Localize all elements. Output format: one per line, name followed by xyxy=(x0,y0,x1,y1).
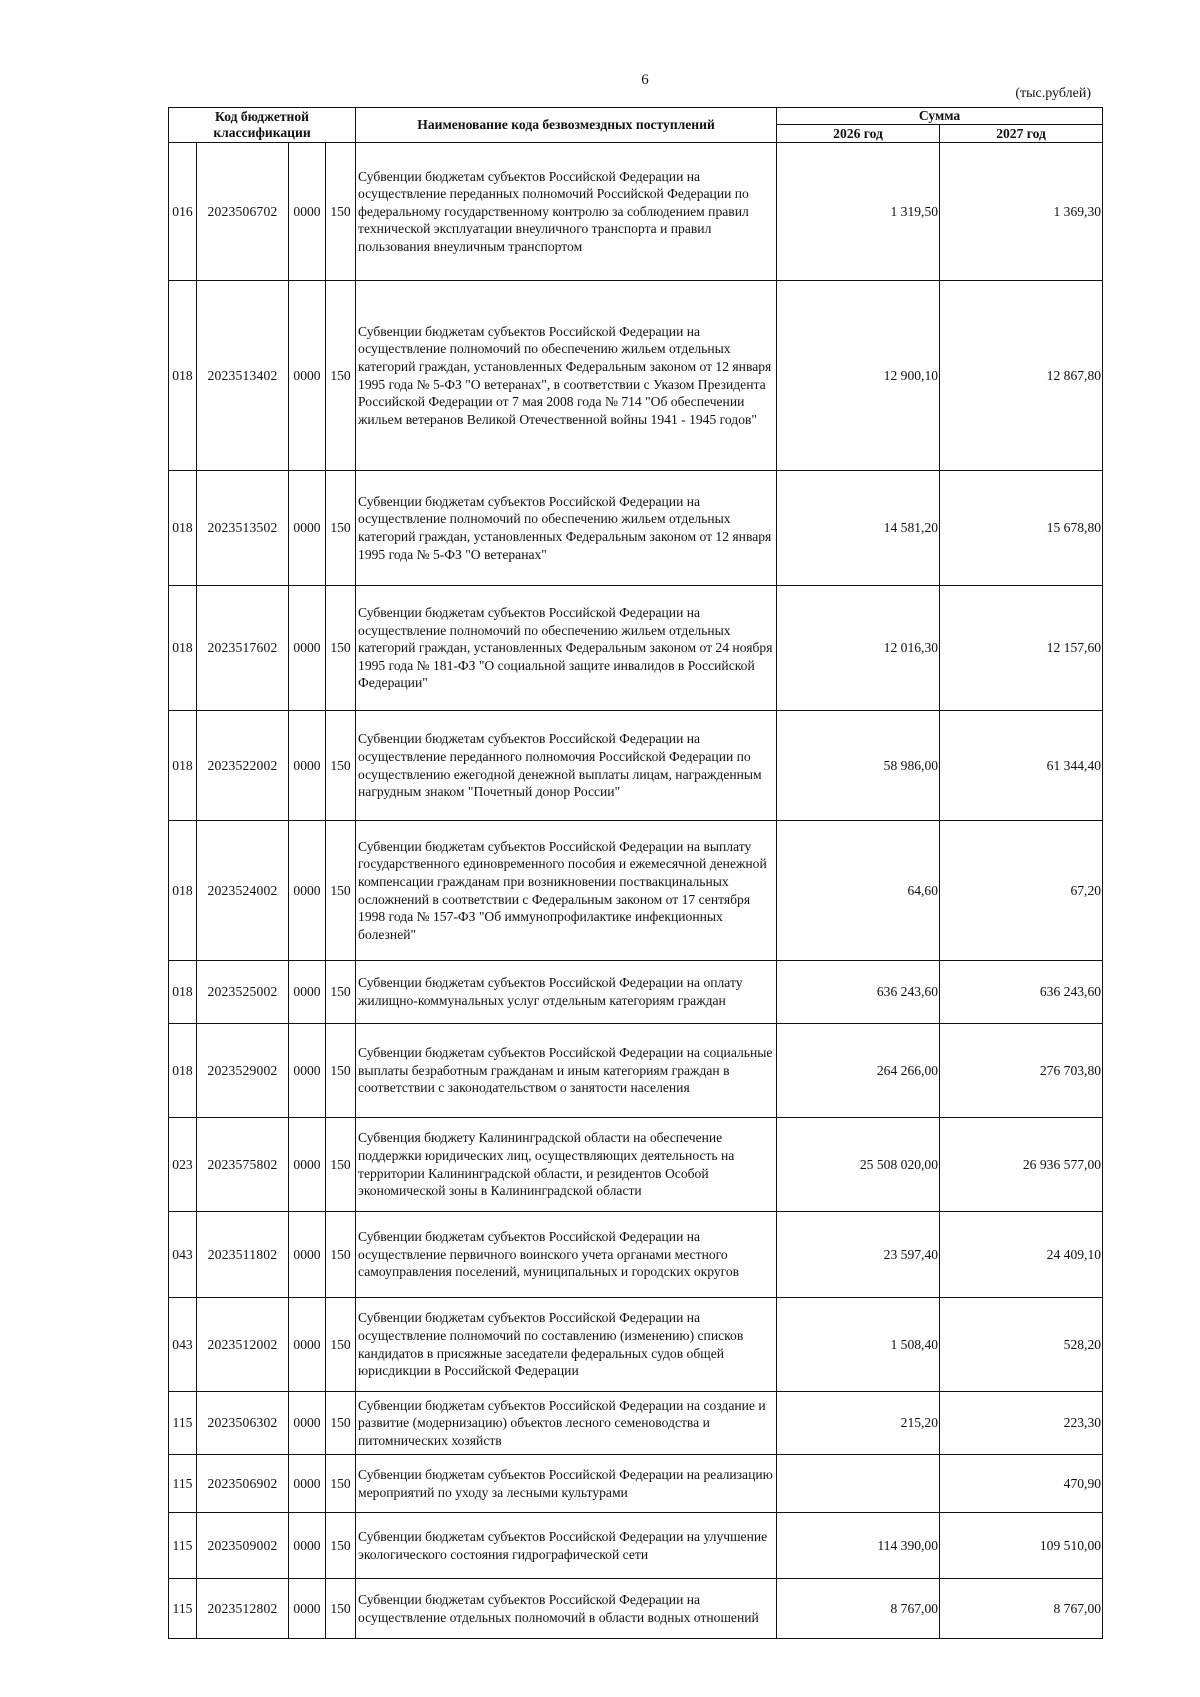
table-row xyxy=(169,1579,1103,1639)
sub-code-cell: 0000 xyxy=(289,281,326,471)
type-code-cell: 150 xyxy=(326,961,356,1024)
sub-code-cell: 0000 xyxy=(289,1298,326,1392)
budget-code-cell: 2023506702 xyxy=(197,143,289,281)
type-code-cell: 150 xyxy=(326,1455,356,1513)
table-row xyxy=(169,711,1103,821)
sum-2026-cell: 636 243,60 xyxy=(777,961,940,1024)
sum-2027-cell: 223,30 xyxy=(940,1392,1103,1455)
sum-2026-cell: 8 767,00 xyxy=(777,1579,940,1639)
table-row xyxy=(169,1392,1103,1455)
sub-code-cell: 0000 xyxy=(289,1513,326,1579)
name-cell: Субвенции бюджетам субъектов Российской Федерации на осуществление полномочий по составлению (изменению) списков кандидатов в присяжные заседатели федеральных судов общей юрисдикции в Российской Федерации xyxy=(356,1298,777,1392)
name-cell: Субвенции бюджетам субъектов Российской Федерации на осуществление полномочий по обеспечению жильем отдельных категорий граждан, установленных Федеральным законом от 24 ноября 1995 года № 181-ФЗ "О социальной защите инвалидов в Российской Федерации" xyxy=(356,586,777,711)
sum-2026-cell: 25 508 020,00 xyxy=(777,1118,940,1212)
type-code-cell: 150 xyxy=(326,1118,356,1212)
type-code-cell: 150 xyxy=(326,143,356,281)
sum-2027-cell: 12 157,60 xyxy=(940,586,1103,711)
sub-code-cell: 0000 xyxy=(289,143,326,281)
sub-code-cell: 0000 xyxy=(289,1118,326,1212)
name-cell: Субвенции бюджетам субъектов Российской Федерации на социальные выплаты безработным гражданам и иным категориям граждан в соответствии с законодательством о занятости населения xyxy=(356,1024,777,1118)
admin-code-cell: 018 xyxy=(169,586,197,711)
type-code-cell: 150 xyxy=(326,1212,356,1298)
budget-code-cell: 2023529002 xyxy=(197,1024,289,1118)
admin-code-cell: 018 xyxy=(169,961,197,1024)
budget-code-cell: 2023575802 xyxy=(197,1118,289,1212)
name-cell: Субвенция бюджету Калининградской области на обеспечение поддержки юридических лиц, осуществляющих деятельность на территории Калининградской области, и резидентов Особой экономической зоны в Калининградской области xyxy=(356,1118,777,1212)
year-2027-header: 2027 год xyxy=(940,125,1103,143)
budget-code-cell: 2023512002 xyxy=(197,1298,289,1392)
sum-2027-cell: 24 409,10 xyxy=(940,1212,1103,1298)
name-cell: Субвенции бюджетам субъектов Российской Федерации на осуществление отдельных полномочий в области водных отношений xyxy=(356,1579,777,1639)
type-code-cell: 150 xyxy=(326,1392,356,1455)
sum-2026-cell: 114 390,00 xyxy=(777,1513,940,1579)
name-cell: Субвенции бюджетам субъектов Российской Федерации на реализацию мероприятий по уходу за лесными культурами xyxy=(356,1455,777,1513)
type-code-cell: 150 xyxy=(326,586,356,711)
sum-2026-cell: 12 900,10 xyxy=(777,281,940,471)
sub-code-cell: 0000 xyxy=(289,1579,326,1639)
budget-code-cell: 2023511802 xyxy=(197,1212,289,1298)
admin-code-cell: 018 xyxy=(169,711,197,821)
table-row xyxy=(169,1024,1103,1118)
budget-code-cell: 2023506302 xyxy=(197,1392,289,1455)
sum-2027-cell: 470,90 xyxy=(940,1455,1103,1513)
sub-code-cell: 0000 xyxy=(289,1392,326,1455)
budget-code-cell: 2023513402 xyxy=(197,281,289,471)
sum-2027-cell: 26 936 577,00 xyxy=(940,1118,1103,1212)
budget-code-cell: 2023509002 xyxy=(197,1513,289,1579)
sub-code-cell: 0000 xyxy=(289,1024,326,1118)
type-code-cell: 150 xyxy=(326,281,356,471)
units-label: (тыс.рублей) xyxy=(1015,86,1091,101)
sum-2026-cell: 264 266,00 xyxy=(777,1024,940,1118)
sum-2027-cell: 8 767,00 xyxy=(940,1579,1103,1639)
admin-code-cell: 115 xyxy=(169,1513,197,1579)
name-cell: Субвенции бюджетам субъектов Российской Федерации на осуществление переданных полномочий Российской Федерации по федеральному государственному контролю за соблюдением правил технической эксплуатации внеуличного транспорта и правил пользования внеуличным транспортом xyxy=(356,143,777,281)
budget-table xyxy=(168,107,1103,1639)
name-cell: Субвенции бюджетам субъектов Российской Федерации на создание и развитие (модернизацию) объектов лесного семеноводства и питомнических хозяйств xyxy=(356,1392,777,1455)
sum-header: Сумма xyxy=(777,108,1103,125)
sum-2027-cell: 636 243,60 xyxy=(940,961,1103,1024)
type-code-cell: 150 xyxy=(326,821,356,961)
admin-code-cell: 018 xyxy=(169,1024,197,1118)
type-code-cell: 150 xyxy=(326,1579,356,1639)
table-row xyxy=(169,586,1103,711)
type-code-cell: 150 xyxy=(326,1513,356,1579)
table-row xyxy=(169,1118,1103,1212)
sum-2026-cell: 1 508,40 xyxy=(777,1298,940,1392)
sum-2027-cell: 276 703,80 xyxy=(940,1024,1103,1118)
sum-2027-cell: 12 867,80 xyxy=(940,281,1103,471)
name-cell: Субвенции бюджетам субъектов Российской Федерации на улучшение экологического состояния гидрографической сети xyxy=(356,1513,777,1579)
table-body xyxy=(169,143,1103,1639)
sum-2027-cell: 61 344,40 xyxy=(940,711,1103,821)
page-number: 6 xyxy=(641,72,649,88)
sum-2026-cell: 215,20 xyxy=(777,1392,940,1455)
budget-code-cell: 2023525002 xyxy=(197,961,289,1024)
sum-2027-cell: 528,20 xyxy=(940,1298,1103,1392)
sum-2027-cell: 1 369,30 xyxy=(940,143,1103,281)
admin-code-cell: 115 xyxy=(169,1392,197,1455)
table-row xyxy=(169,281,1103,471)
budget-code-cell: 2023517602 xyxy=(197,586,289,711)
sub-code-cell: 0000 xyxy=(289,821,326,961)
table-row xyxy=(169,1212,1103,1298)
budget-code-cell: 2023524002 xyxy=(197,821,289,961)
sub-code-cell: 0000 xyxy=(289,961,326,1024)
budget-code-cell: 2023506902 xyxy=(197,1455,289,1513)
type-code-cell: 150 xyxy=(326,711,356,821)
name-cell: Субвенции бюджетам субъектов Российской Федерации на выплату государственного единовременного пособия и ежемесячной денежной компенсации гражданам при возникновении поствакцинальных осложнений в соответствии с Федеральным законом от 17 сентября 1998 года № 157-ФЗ "Об иммунопрофилактике инфекционных болезней" xyxy=(356,821,777,961)
table-row xyxy=(169,961,1103,1024)
admin-code-cell: 043 xyxy=(169,1298,197,1392)
sum-2027-cell: 109 510,00 xyxy=(940,1513,1103,1579)
budget-code-cell: 2023522002 xyxy=(197,711,289,821)
code-group-header: Код бюджетной классификации xyxy=(169,108,356,143)
sub-code-cell: 0000 xyxy=(289,586,326,711)
type-code-cell: 150 xyxy=(326,471,356,586)
admin-code-cell: 023 xyxy=(169,1118,197,1212)
budget-code-cell: 2023512802 xyxy=(197,1579,289,1639)
table-row xyxy=(169,821,1103,961)
admin-code-cell: 043 xyxy=(169,1212,197,1298)
sum-2026-cell: 64,60 xyxy=(777,821,940,961)
admin-code-cell: 018 xyxy=(169,281,197,471)
year-2026-header: 2026 год xyxy=(777,125,940,143)
admin-code-cell: 018 xyxy=(169,821,197,961)
table-row xyxy=(169,1298,1103,1392)
sub-code-cell: 0000 xyxy=(289,1455,326,1513)
sum-2026-cell: 1 319,50 xyxy=(777,143,940,281)
table-row xyxy=(169,471,1103,586)
sub-code-cell: 0000 xyxy=(289,711,326,821)
sub-code-cell: 0000 xyxy=(289,1212,326,1298)
type-code-cell: 150 xyxy=(326,1024,356,1118)
name-cell: Субвенции бюджетам субъектов Российской Федерации на осуществление полномочий по обеспечению жильем отдельных категорий граждан, установленных Федеральным законом от 12 января 1995 года № 5-ФЗ "О ветеранах" xyxy=(356,471,777,586)
table-row xyxy=(169,143,1103,281)
sum-2026-cell: 23 597,40 xyxy=(777,1212,940,1298)
sub-code-cell: 0000 xyxy=(289,471,326,586)
name-cell: Субвенции бюджетам субъектов Российской Федерации на осуществление полномочий по обеспечению жильем отдельных категорий граждан, установленных Федеральным законом от 12 января 1995 года № 5-ФЗ "О ветеранах", в соответствии с Указом Президента Российской Федерации от 7 мая 2008 года № 714 "Об обеспечении жильем ветеранов Великой Отечественной войны 1941 - 1945 годов" xyxy=(356,281,777,471)
table-header xyxy=(169,108,1103,143)
name-header: Наименование кода безвозмездных поступлений xyxy=(356,108,777,143)
table-row xyxy=(169,1513,1103,1579)
name-cell: Субвенции бюджетам субъектов Российской Федерации на осуществление переданного полномочия Российской Федерации по осуществлению ежегодной денежной выплаты лицам, награжденным нагрудным знаком "Почетный донор России" xyxy=(356,711,777,821)
name-cell: Субвенции бюджетам субъектов Российской Федерации на осуществление первичного воинского учета органами местного самоуправления поселений, муниципальных и городских округов xyxy=(356,1212,777,1298)
name-cell: Субвенции бюджетам субъектов Российской Федерации на оплату жилищно-коммунальных услуг отдельным категориям граждан xyxy=(356,961,777,1024)
admin-code-cell: 115 xyxy=(169,1455,197,1513)
admin-code-cell: 115 xyxy=(169,1579,197,1639)
table-row xyxy=(169,1455,1103,1513)
admin-code-cell: 016 xyxy=(169,143,197,281)
budget-code-cell: 2023513502 xyxy=(197,471,289,586)
sum-2026-cell: 12 016,30 xyxy=(777,586,940,711)
sum-2026-cell: 14 581,20 xyxy=(777,471,940,586)
sum-2027-cell: 67,20 xyxy=(940,821,1103,961)
sum-2026-cell: 58 986,00 xyxy=(777,711,940,821)
type-code-cell: 150 xyxy=(326,1298,356,1392)
sum-2026-cell xyxy=(777,1455,940,1513)
sum-2027-cell: 15 678,80 xyxy=(940,471,1103,586)
admin-code-cell: 018 xyxy=(169,471,197,586)
